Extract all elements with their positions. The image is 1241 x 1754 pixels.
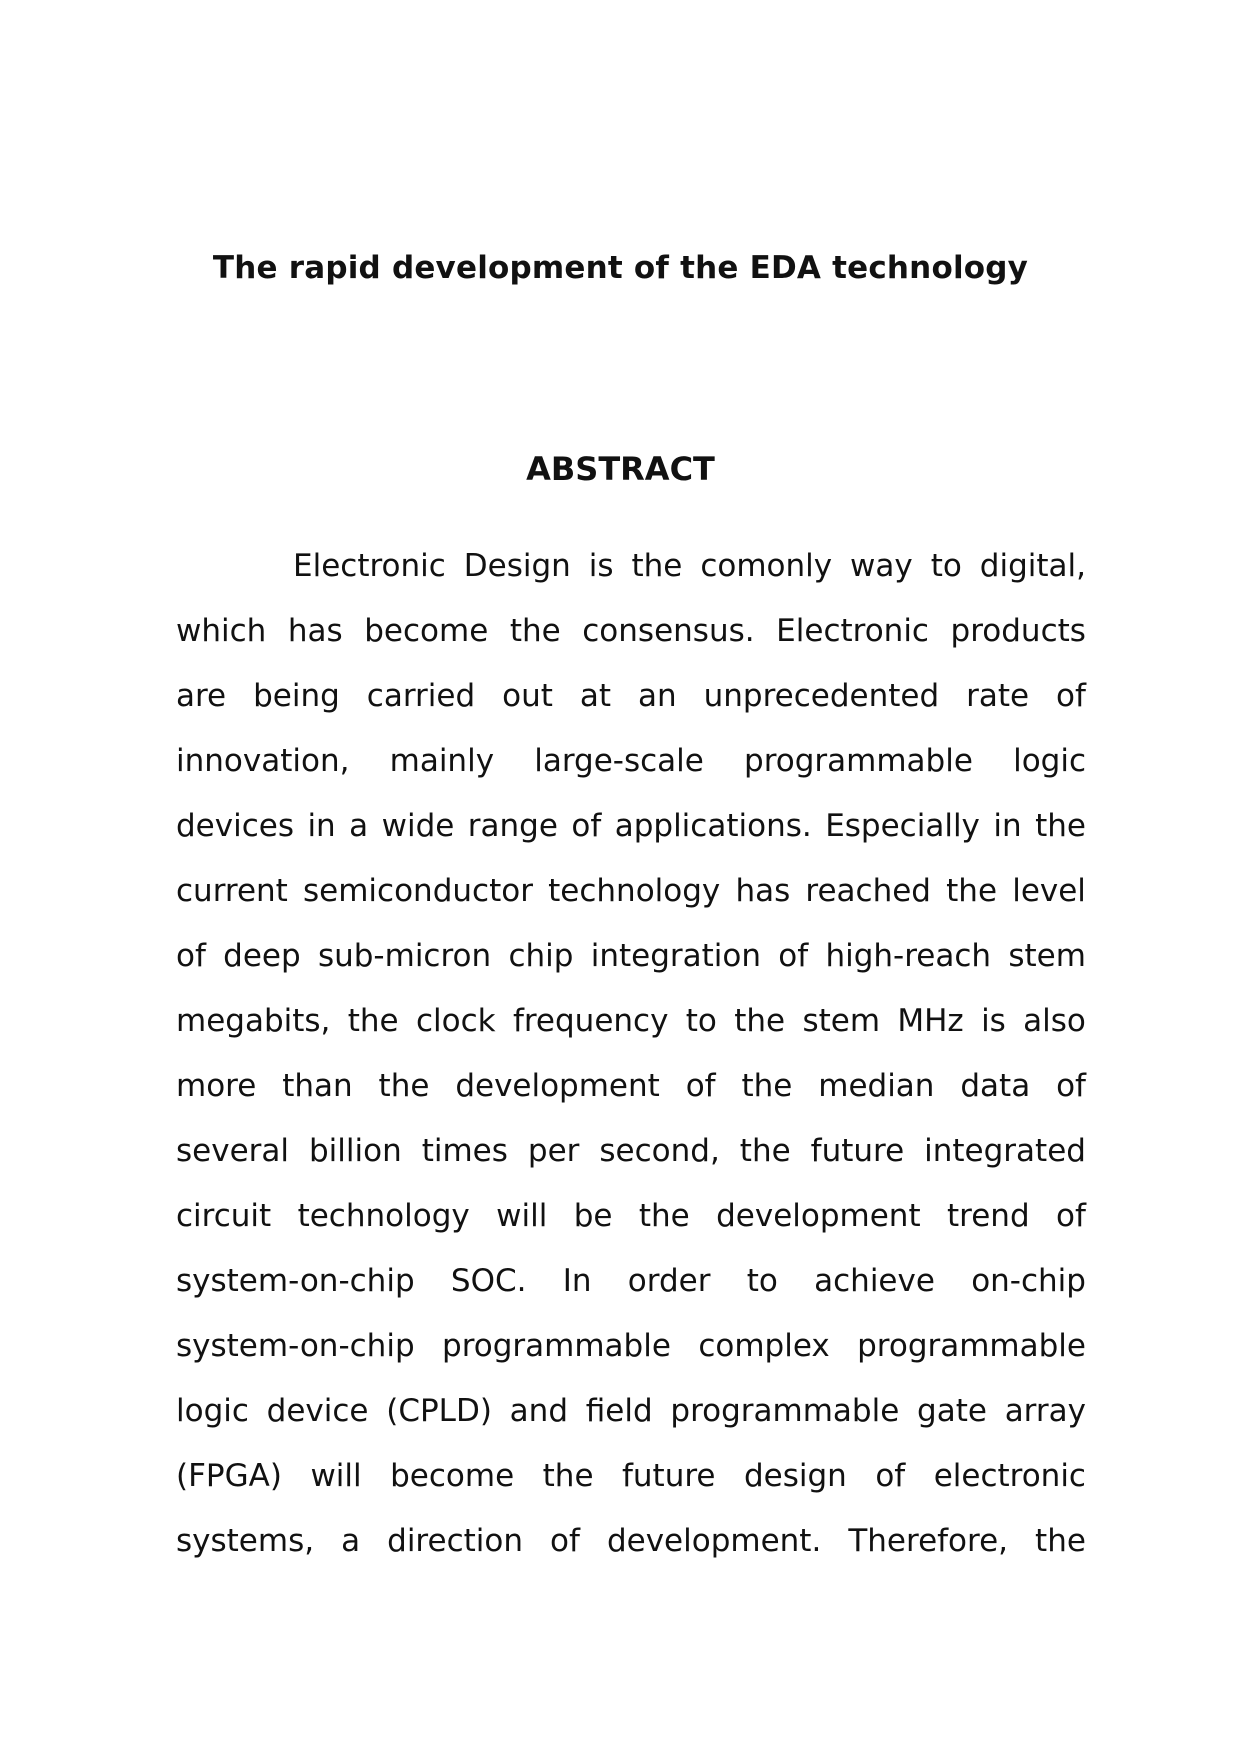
abstract-line — [176, 546, 1086, 611]
abstract-word: products — [950, 613, 1086, 649]
abstract-word: frequency — [512, 1003, 669, 1039]
abstract-line — [176, 1326, 1086, 1391]
abstract-word: Electronic — [293, 548, 446, 584]
abstract-word: become — [364, 613, 489, 649]
abstract-line — [176, 676, 1086, 741]
abstract-word: circuit — [176, 1198, 272, 1234]
abstract-word: more — [176, 1068, 257, 1104]
abstract-word: design — [743, 1458, 847, 1494]
abstract-word: reached — [805, 873, 931, 909]
abstract-word: the — [542, 1458, 594, 1494]
abstract-word: become — [390, 1458, 515, 1494]
abstract-word: in — [993, 808, 1022, 844]
abstract-body — [176, 546, 1086, 1586]
abstract-word: on-chip — [971, 1263, 1086, 1299]
abstract-word: rate — [966, 678, 1030, 714]
abstract-word: of — [778, 938, 809, 974]
abstract-word: and — [509, 1393, 568, 1429]
abstract-heading: ABSTRACT — [526, 450, 715, 488]
abstract-word: of — [550, 1523, 580, 1559]
abstract-word: wide — [381, 808, 455, 844]
abstract-word: integration — [590, 938, 761, 974]
abstract-word: complex — [698, 1328, 830, 1364]
abstract-word: field — [585, 1393, 653, 1429]
abstract-word: the — [1035, 1523, 1086, 1559]
abstract-word: semiconductor — [303, 873, 533, 909]
abstract-line — [176, 1456, 1086, 1521]
abstract-word: (CPLD) — [386, 1393, 492, 1429]
abstract-word: achieve — [814, 1263, 935, 1299]
abstract-word: electronic — [933, 1458, 1086, 1494]
abstract-word: the — [631, 548, 683, 584]
abstract-word: data — [960, 1068, 1031, 1104]
abstract-word: which — [176, 613, 267, 649]
abstract-word: of — [1056, 678, 1086, 714]
abstract-word: the — [347, 1003, 399, 1039]
abstract-word: high-reach — [825, 938, 992, 974]
document-title: The rapid development of the EDA technology — [212, 250, 1029, 286]
abstract-word: programmable — [744, 743, 973, 779]
abstract-word: will — [310, 1458, 362, 1494]
abstract-line — [176, 1261, 1086, 1326]
abstract-word: has — [735, 873, 791, 909]
abstract-word: at — [579, 678, 612, 714]
abstract-word: Electronic — [776, 613, 929, 649]
abstract-word: device — [266, 1393, 369, 1429]
abstract-word: range — [467, 808, 558, 844]
abstract-word: in — [307, 808, 336, 844]
abstract-word: order — [627, 1263, 711, 1299]
abstract-word: of — [685, 1068, 716, 1104]
abstract-word: sub-micron — [317, 938, 492, 974]
abstract-word: per — [527, 1133, 580, 1169]
abstract-line — [176, 611, 1086, 676]
abstract-word: consensus. — [582, 613, 755, 649]
abstract-word: development — [716, 1198, 921, 1234]
abstract-line — [176, 806, 1086, 871]
abstract-word: to — [930, 548, 962, 584]
abstract-word: technology — [297, 1198, 470, 1234]
abstract-word: the — [741, 1068, 793, 1104]
abstract-word: second, — [599, 1133, 720, 1169]
abstract-word: stem — [802, 1003, 881, 1039]
abstract-word: times — [421, 1133, 508, 1169]
abstract-word: logic — [1013, 743, 1086, 779]
abstract-word: megabits, — [176, 1003, 331, 1039]
abstract-word: the — [1035, 808, 1086, 844]
abstract-word: digital, — [979, 548, 1086, 584]
abstract-word: MHz — [897, 1003, 964, 1039]
abstract-word: clock — [415, 1003, 496, 1039]
abstract-word: future — [810, 1133, 905, 1169]
abstract-word: is — [588, 548, 614, 584]
abstract-word: of — [1056, 1198, 1086, 1234]
abstract-word: carried — [366, 678, 476, 714]
abstract-word: will — [496, 1198, 548, 1234]
abstract-word: development — [455, 1068, 660, 1104]
abstract-line — [176, 1196, 1086, 1261]
abstract-word: out — [502, 678, 553, 714]
abstract-word: of — [176, 938, 206, 974]
abstract-word: level — [1012, 873, 1086, 909]
abstract-word: the — [378, 1068, 430, 1104]
abstract-word: several — [176, 1133, 289, 1169]
abstract-word: an — [637, 678, 677, 714]
abstract-word: trend — [947, 1198, 1030, 1234]
abstract-word: the — [638, 1198, 690, 1234]
abstract-word: direction — [387, 1523, 523, 1559]
abstract-word: In — [562, 1263, 592, 1299]
abstract-line — [176, 1001, 1086, 1066]
abstract-line — [176, 741, 1086, 806]
abstract-word: being — [253, 678, 340, 714]
abstract-word: mainly — [389, 743, 495, 779]
abstract-word: comonly — [700, 548, 833, 584]
abstract-word: logic — [176, 1393, 249, 1429]
abstract-word: Especially — [825, 808, 980, 844]
abstract-word: has — [287, 613, 343, 649]
abstract-word: programmable — [857, 1328, 1086, 1364]
abstract-word: a — [341, 1523, 361, 1559]
abstract-line — [176, 1066, 1086, 1131]
abstract-word: way — [850, 548, 913, 584]
abstract-word: (FPGA) — [176, 1458, 282, 1494]
abstract-word: programmable — [442, 1328, 671, 1364]
abstract-line — [176, 1131, 1086, 1196]
abstract-word: system-on-chip — [176, 1328, 415, 1364]
abstract-word: programmable — [670, 1393, 900, 1429]
abstract-word: systems, — [176, 1523, 315, 1559]
abstract-word: of — [571, 808, 602, 844]
abstract-word: array — [1004, 1393, 1086, 1429]
abstract-word: the — [509, 613, 561, 649]
abstract-word: innovation, — [176, 743, 350, 779]
abstract-word: devices — [176, 808, 294, 844]
abstract-word: future — [622, 1458, 716, 1494]
abstract-word: is — [981, 1003, 1006, 1039]
abstract-word: current — [176, 873, 288, 909]
abstract-word: to — [685, 1003, 717, 1039]
abstract-word: gate — [917, 1393, 987, 1429]
abstract-word: to — [746, 1263, 778, 1299]
abstract-word: technology — [548, 873, 721, 909]
abstract-word: SOC. — [450, 1263, 527, 1299]
abstract-word: system-on-chip — [176, 1263, 415, 1299]
abstract-word: integrated — [924, 1133, 1086, 1169]
abstract-line — [176, 1391, 1086, 1456]
abstract-word: are — [176, 678, 227, 714]
abstract-word: than — [282, 1068, 353, 1104]
abstract-line — [176, 871, 1086, 936]
abstract-line — [176, 936, 1086, 1001]
abstract-word: the — [739, 1133, 791, 1169]
abstract-word: Design — [463, 548, 571, 584]
abstract-word: the — [946, 873, 998, 909]
abstract-word: be — [573, 1198, 613, 1234]
abstract-word: of — [875, 1458, 906, 1494]
abstract-word: applications. — [614, 808, 812, 844]
abstract-word: stem — [1008, 938, 1086, 974]
abstract-word: billion — [308, 1133, 402, 1169]
abstract-word: the — [734, 1003, 786, 1039]
abstract-word: development. — [606, 1523, 822, 1559]
abstract-word: a — [349, 808, 369, 844]
abstract-word: Therefore, — [848, 1523, 1009, 1559]
abstract-word: of — [1056, 1068, 1086, 1104]
abstract-word: median — [818, 1068, 935, 1104]
abstract-word: also — [1023, 1003, 1086, 1039]
abstract-line — [176, 1521, 1086, 1586]
abstract-word: chip — [508, 938, 574, 974]
abstract-word: deep — [223, 938, 301, 974]
abstract-word: large-scale — [534, 743, 704, 779]
abstract-word: unprecedented — [703, 678, 940, 714]
